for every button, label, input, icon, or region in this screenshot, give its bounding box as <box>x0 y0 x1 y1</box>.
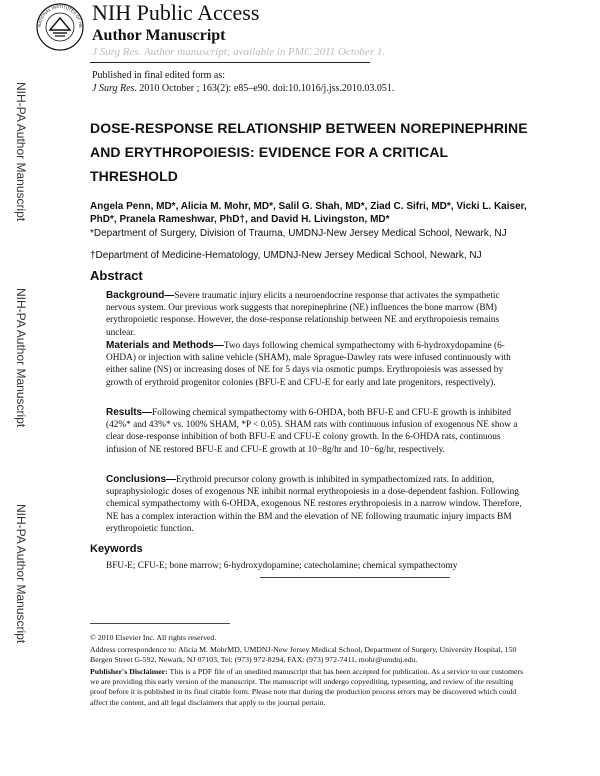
nih-public-access-title: NIH Public Access <box>92 0 260 25</box>
abstract-methods <box>106 340 526 389</box>
affiliation-surgery: *Department of Surgery, Division of Trauma, UMDNJ-New Jersey Medical School, Newark, NJ <box>90 228 507 239</box>
abstract-background <box>106 290 526 339</box>
author-list <box>90 200 530 226</box>
abstract-conclusions <box>106 474 526 535</box>
conclusions-text: Erythroid precursor colony growth is inhibited in sympathectomized rats. In addition, supraphysiologic doses of exogenous NE inhibit normal erythropoiesis in a dose-dependent fashion. Following chemical sympathectomy with 6-OHDA, exogenous NE restores erythropoiesis in a narrow window. Therefore, NE has a complex interaction within the BM and the elevation of NE following traumatic injury impacts BM erythropoietic function. <box>106 475 522 534</box>
abstract-results <box>106 407 526 456</box>
side-label-middle: NIH-PA Author Manuscript <box>14 288 28 428</box>
abstract-heading: Abstract <box>90 268 143 283</box>
journal-name: J Surg Res <box>92 83 135 94</box>
correspondence-address: Address correspondence to: Alicia M. MohrMD, UMDNJ-New Jersey Medical School, Department of Surgery, University Hospital, 150 Bergen Street G-592, Newark, NJ 07103, Tel: (973) 972-8294, FAX: (973) 972-7411, mohr@umdnj.edu. <box>90 645 517 664</box>
citation-line <box>92 83 394 94</box>
keywords-text: BFU-E; CFU-E; bone marrow; 6-hydroxydopamine; catecholamine; chemical sympathectomy <box>106 561 458 571</box>
conclusions-label: Conclusions— <box>106 474 177 485</box>
results-label: Results— <box>106 407 153 418</box>
background-text: Severe traumatic injury elicits a neuroendocrine response that activates the sympathetic nervous system. Our previous work suggests that norepinephrine (NE) influences the bone marrow (BM) erythropoietic response. However, the dose-response relationship between NE and erythropoiesis remains unclear. <box>106 291 500 338</box>
methods-label: Materials and Methods— <box>106 340 224 351</box>
svg-text:NATIONAL INSTITUTES OF HEALTH: NATIONAL INSTITUTES OF HE <box>36 3 84 28</box>
keywords-rule <box>260 577 450 578</box>
affiliation-medicine: †Department of Medicine-Hematology, UMDNJ-New Jersey Medical School, Newark, NJ <box>90 250 482 261</box>
header-rule <box>90 62 370 63</box>
disclaimer-label: Publisher's Disclaimer: <box>90 667 168 676</box>
background-label: Background— <box>106 290 175 301</box>
methods-text: Two days following chemical sympathectomy with 6-hydroxydopamine (6-OHDA) or injection with saline vehicle (SHAM), male Sprague-Dawley rats were infused continuously with either saline (NS) or increasing doses of NE for 5 days via osmotic pumps. Erythropoiesis was assessed by growth of erythroid progenitor colonies (BFU-E and CFU-E for early and late progenitors, respectively). <box>106 341 511 388</box>
authors-line-2: PhD*, Pranela Rameshwar, PhD†, and David H. Livingston, MD* <box>90 214 390 225</box>
published-line: Published in final edited form as: <box>92 70 226 81</box>
side-label-top: NIH-PA Author Manuscript <box>14 82 28 222</box>
author-manuscript-label: Author Manuscript <box>92 27 226 44</box>
side-label-bottom: NIH-PA Author Manuscript <box>14 504 28 644</box>
copyright-notice: © 2010 Elsevier Inc. All rights reserved. <box>90 633 217 642</box>
disclaimer-text: This is a PDF file of an unedited manuscript that has been accepted for publication. As a service to our customers we are providing this early version of the manuscript. The manuscript will undergo copyediting, typesetting, and review of the resulting proof before it is published in its final citable form. Please note that during the production process errors may be discovered which could affect the content, and all legal disclaimers that apply to the journal pertain. <box>90 667 524 707</box>
results-text: Following chemical sympathectomy with 6-OHDA, both BFU-E and CFU-E growth is inhibited (42%* and 43%* vs. 100% SHAM, *P < 0.05). SHAM rats with continuous infusion of exogenous NE show a clear dose-response inhibition of both BFU-E and CFU-E colony growth. In the 6-OHDA rats, continuous infusion of NE restored BFU-E and CFU-E growth at 10−8g/hr and 10−6g/hr, respectively. <box>106 408 518 455</box>
citation-text: . 2010 October ; 163(2): e85–e90. doi:10.1016/j.jss.2010.03.051. <box>134 83 395 94</box>
authors-line-1: Angela Penn, MD*, Alicia M. Mohr, MD*, Salil G. Shah, MD*, Ziad C. Sifri, MD*, Vicki L. Kaiser, <box>90 201 527 212</box>
footnote-rule <box>90 623 230 624</box>
availability-note: J Surg Res. Author manuscript; available in PMC 2011 October 1. <box>92 46 386 58</box>
nih-seal-logo <box>35 2 85 52</box>
article-title: DOSE-RESPONSE RELATIONSHIP BETWEEN NOREPINEPHRINE AND ERYTHROPOIESIS: EVIDENCE FOR A CRITICAL THRESHOLD <box>90 120 528 184</box>
keywords-heading: Keywords <box>90 543 143 555</box>
publisher-disclaimer <box>90 667 530 708</box>
